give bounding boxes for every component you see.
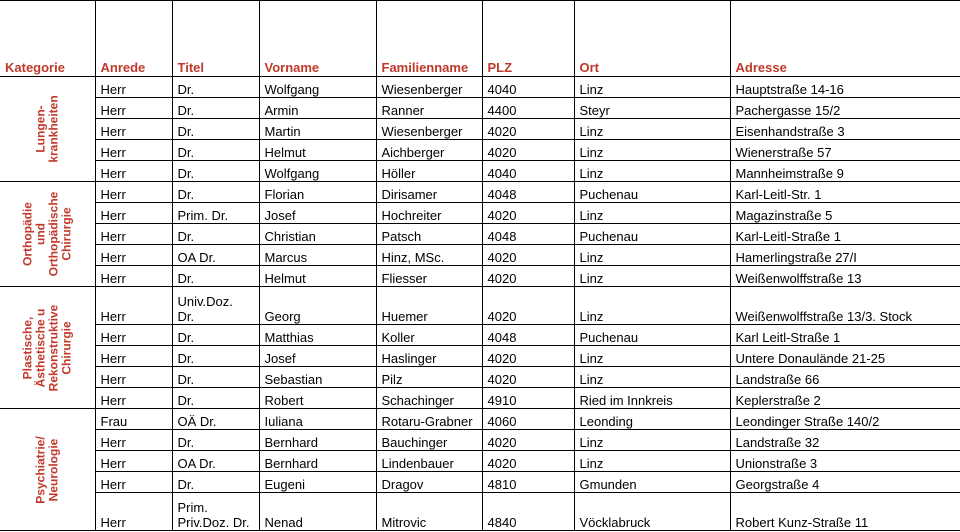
cell-vorname[interactable]: Wolfgang: [259, 161, 376, 182]
cell-adresse[interactable]: Hauptstraße 14-16: [730, 77, 960, 98]
header-kategorie[interactable]: Kategorie: [0, 1, 95, 77]
cell-titel[interactable]: Dr.: [172, 430, 259, 451]
cell-familienname[interactable]: Huemer: [376, 287, 482, 325]
cell-titel[interactable]: OÄ Dr.: [172, 409, 259, 430]
cell-plz[interactable]: 4810: [482, 472, 574, 493]
cell-adresse[interactable]: Hamerlingstraße 27/I: [730, 245, 960, 266]
cell-familienname[interactable]: Pilz: [376, 367, 482, 388]
category-label: Orthopädie und Orthopädische Chirurgie: [20, 191, 74, 277]
cell-titel[interactable]: Dr.: [172, 224, 259, 245]
cell-plz[interactable]: 4020: [482, 266, 574, 287]
cell-adresse[interactable]: Karl Leitl-Straße 1: [730, 325, 960, 346]
table-row: [0, 346, 960, 367]
cell-anrede[interactable]: Herr: [95, 451, 172, 472]
table-row: [0, 77, 960, 98]
table-row: [0, 451, 960, 472]
cell-vorname[interactable]: Sebastian: [259, 367, 376, 388]
header-plz[interactable]: PLZ: [482, 1, 574, 77]
cell-adresse[interactable]: Pachergasse 15/2: [730, 98, 960, 119]
cell-adresse[interactable]: Eisenhandstraße 3: [730, 119, 960, 140]
cell-titel[interactable]: Dr.: [172, 77, 259, 98]
cell-familienname[interactable]: Koller: [376, 325, 482, 346]
cell-vorname[interactable]: Helmut: [259, 266, 376, 287]
table-row: [0, 409, 960, 430]
cell-anrede[interactable]: Herr: [95, 119, 172, 140]
cell-adresse[interactable]: Landstraße 32: [730, 430, 960, 451]
cell-ort[interactable]: Puchenau: [574, 325, 730, 346]
cell-vorname[interactable]: Wolfgang: [259, 77, 376, 98]
cell-plz[interactable]: 4020: [482, 346, 574, 367]
cell-anrede[interactable]: Herr: [95, 287, 172, 325]
cell-vorname[interactable]: Josef: [259, 346, 376, 367]
cell-anrede[interactable]: Herr: [95, 140, 172, 161]
cell-anrede[interactable]: Herr: [95, 77, 172, 98]
cell-titel[interactable]: Dr.: [172, 98, 259, 119]
cell-plz[interactable]: 4048: [482, 325, 574, 346]
category-label: Plastische, Ästhetische u Rekonstruktive Chirurgie: [20, 304, 74, 391]
table-row: [0, 140, 960, 161]
cell-titel[interactable]: OA Dr.: [172, 245, 259, 266]
cell-ort[interactable]: Linz: [574, 367, 730, 388]
category-cell[interactable]: [0, 287, 95, 409]
cell-vorname[interactable]: Josef: [259, 203, 376, 224]
cell-anrede[interactable]: Herr: [95, 430, 172, 451]
table-row: [0, 119, 960, 140]
cell-adresse[interactable]: Leondinger Straße 140/2: [730, 409, 960, 430]
cell-plz[interactable]: 4040: [482, 161, 574, 182]
table-row: [0, 245, 960, 266]
cell-plz[interactable]: 4400: [482, 98, 574, 119]
cell-ort[interactable]: Linz: [574, 140, 730, 161]
cell-familienname[interactable]: Hochreiter: [376, 203, 482, 224]
cell-familienname[interactable]: Dragov: [376, 472, 482, 493]
cell-ort[interactable]: Linz: [574, 430, 730, 451]
cell-titel[interactable]: Dr.: [172, 119, 259, 140]
cell-titel[interactable]: Dr.: [172, 346, 259, 367]
table-row: [0, 224, 960, 245]
cell-adresse[interactable]: Untere Donaulände 21-25: [730, 346, 960, 367]
cell-ort[interactable]: Linz: [574, 77, 730, 98]
cell-ort[interactable]: Linz: [574, 203, 730, 224]
cell-titel[interactable]: Dr.: [172, 266, 259, 287]
cell-ort[interactable]: Puchenau: [574, 182, 730, 203]
cell-anrede[interactable]: Herr: [95, 493, 172, 531]
cell-anrede[interactable]: Herr: [95, 472, 172, 493]
cell-anrede[interactable]: Herr: [95, 182, 172, 203]
cell-familienname[interactable]: Ranner: [376, 98, 482, 119]
cell-familienname[interactable]: Wiesenberger: [376, 119, 482, 140]
cell-plz[interactable]: 4020: [482, 119, 574, 140]
cell-adresse[interactable]: Karl-Leitl-Straße 1: [730, 224, 960, 245]
cell-plz[interactable]: 4840: [482, 493, 574, 531]
cell-ort[interactable]: Linz: [574, 346, 730, 367]
table-row: [0, 325, 960, 346]
cell-familienname[interactable]: Fliesser: [376, 266, 482, 287]
cell-anrede[interactable]: Herr: [95, 367, 172, 388]
cell-anrede[interactable]: Herr: [95, 325, 172, 346]
cell-ort[interactable]: Linz: [574, 287, 730, 325]
cell-adresse[interactable]: Georgstraße 4: [730, 472, 960, 493]
cell-familienname[interactable]: Patsch: [376, 224, 482, 245]
cell-anrede[interactable]: Herr: [95, 203, 172, 224]
cell-vorname[interactable]: Marcus: [259, 245, 376, 266]
table-row: [0, 161, 960, 182]
cell-plz[interactable]: 4048: [482, 182, 574, 203]
cell-plz[interactable]: 4020: [482, 367, 574, 388]
cell-vorname[interactable]: Florian: [259, 182, 376, 203]
cell-titel[interactable]: Dr.: [172, 140, 259, 161]
cell-familienname[interactable]: Haslinger: [376, 346, 482, 367]
cell-vorname[interactable]: Martin: [259, 119, 376, 140]
cell-adresse[interactable]: Weißenwolffstraße 13: [730, 266, 960, 287]
cell-vorname[interactable]: Iuliana: [259, 409, 376, 430]
category-cell[interactable]: [0, 409, 95, 531]
cell-plz[interactable]: 4048: [482, 224, 574, 245]
cell-ort[interactable]: Gmunden: [574, 472, 730, 493]
cell-anrede[interactable]: Herr: [95, 245, 172, 266]
table-row: [0, 388, 960, 409]
table-row: [0, 266, 960, 287]
cell-ort[interactable]: Linz: [574, 245, 730, 266]
cell-familienname[interactable]: Bauchinger: [376, 430, 482, 451]
table-row: [0, 98, 960, 119]
cell-anrede[interactable]: Herr: [95, 98, 172, 119]
cell-familienname[interactable]: Lindenbauer: [376, 451, 482, 472]
cell-plz[interactable]: 4020: [482, 245, 574, 266]
category-cell[interactable]: [0, 182, 95, 287]
cell-adresse[interactable]: Weißenwolffstraße 13/3. Stock: [730, 287, 960, 325]
cell-titel[interactable]: Dr.: [172, 182, 259, 203]
cell-titel[interactable]: Dr.: [172, 161, 259, 182]
cell-titel[interactable]: Dr.: [172, 325, 259, 346]
table-row: [0, 287, 960, 325]
cell-anrede[interactable]: Herr: [95, 224, 172, 245]
cell-vorname[interactable]: Matthias: [259, 325, 376, 346]
category-cell[interactable]: [0, 77, 95, 182]
cell-adresse[interactable]: Mannheimstraße 9: [730, 161, 960, 182]
header-vorname[interactable]: Vorname: [259, 1, 376, 77]
cell-familienname[interactable]: Schachinger: [376, 388, 482, 409]
cell-familienname[interactable]: Hinz, MSc.: [376, 245, 482, 266]
cell-plz[interactable]: 4020: [482, 287, 574, 325]
cell-adresse[interactable]: Magazinstraße 5: [730, 203, 960, 224]
cell-familienname[interactable]: Aichberger: [376, 140, 482, 161]
cell-plz[interactable]: 4020: [482, 203, 574, 224]
cell-titel[interactable]: Dr.: [172, 472, 259, 493]
cell-ort[interactable]: Linz: [574, 451, 730, 472]
cell-familienname[interactable]: Wiesenberger: [376, 77, 482, 98]
cell-plz[interactable]: 4020: [482, 140, 574, 161]
cell-ort[interactable]: Linz: [574, 266, 730, 287]
cell-ort[interactable]: Leonding: [574, 409, 730, 430]
cell-adresse[interactable]: Landstraße 66: [730, 367, 960, 388]
cell-anrede[interactable]: Frau: [95, 409, 172, 430]
cell-vorname[interactable]: Robert: [259, 388, 376, 409]
cell-vorname[interactable]: Eugeni: [259, 472, 376, 493]
cell-vorname[interactable]: Christian: [259, 224, 376, 245]
cell-titel[interactable]: Prim. Priv.Doz. Dr.: [172, 493, 259, 531]
cell-plz[interactable]: 4910: [482, 388, 574, 409]
cell-titel[interactable]: Prim. Dr.: [172, 203, 259, 224]
cell-vorname[interactable]: Armin: [259, 98, 376, 119]
cell-ort[interactable]: Steyr: [574, 98, 730, 119]
cell-ort[interactable]: Linz: [574, 161, 730, 182]
table-row: [0, 430, 960, 451]
cell-ort[interactable]: Puchenau: [574, 224, 730, 245]
cell-anrede[interactable]: Herr: [95, 346, 172, 367]
cell-titel[interactable]: Dr.: [172, 388, 259, 409]
table-row: [0, 472, 960, 493]
header-titel[interactable]: Titel: [172, 1, 259, 77]
cell-ort[interactable]: Ried im Innkreis: [574, 388, 730, 409]
cell-anrede[interactable]: Herr: [95, 161, 172, 182]
cell-plz[interactable]: 4060: [482, 409, 574, 430]
category-label: Psychiatrie/ Neurologie: [33, 435, 61, 504]
header-familienname[interactable]: Familienname: [376, 1, 482, 77]
cell-adresse[interactable]: Wienerstraße 57: [730, 140, 960, 161]
table-row: [0, 203, 960, 224]
cell-vorname[interactable]: Helmut: [259, 140, 376, 161]
cell-familienname[interactable]: Höller: [376, 161, 482, 182]
cell-titel[interactable]: Univ.Doz. Dr.: [172, 287, 259, 325]
cell-ort[interactable]: Vöcklabruck: [574, 493, 730, 531]
cell-familienname[interactable]: Mitrovic: [376, 493, 482, 531]
header-adresse[interactable]: Adresse: [730, 1, 960, 77]
cell-plz[interactable]: 4040: [482, 77, 574, 98]
table-row: [0, 493, 960, 531]
cell-titel[interactable]: Dr.: [172, 367, 259, 388]
cell-plz[interactable]: 4020: [482, 451, 574, 472]
cell-familienname[interactable]: Dirisamer: [376, 182, 482, 203]
cell-adresse[interactable]: Robert Kunz-Straße 11: [730, 493, 960, 531]
cell-vorname[interactable]: Bernhard: [259, 430, 376, 451]
table-row: [0, 367, 960, 388]
table-body: [0, 1, 960, 531]
cell-adresse[interactable]: Unionstraße 3: [730, 451, 960, 472]
cell-adresse[interactable]: Karl-Leitl-Str. 1: [730, 182, 960, 203]
cell-adresse[interactable]: Keplerstraße 2: [730, 388, 960, 409]
cell-titel[interactable]: OA Dr.: [172, 451, 259, 472]
cell-vorname[interactable]: Bernhard: [259, 451, 376, 472]
cell-familienname[interactable]: Rotaru-Grabner: [376, 409, 482, 430]
cell-ort[interactable]: Linz: [574, 119, 730, 140]
table-row: [0, 182, 960, 203]
category-label: Lungen- krankheiten: [33, 95, 61, 163]
cell-vorname[interactable]: Georg: [259, 287, 376, 325]
header-row: [0, 1, 960, 77]
cell-anrede[interactable]: Herr: [95, 266, 172, 287]
header-anrede[interactable]: Anrede: [95, 1, 172, 77]
header-ort[interactable]: Ort: [574, 1, 730, 77]
cell-vorname[interactable]: Nenad: [259, 493, 376, 531]
cell-anrede[interactable]: Herr: [95, 388, 172, 409]
cell-plz[interactable]: 4020: [482, 430, 574, 451]
